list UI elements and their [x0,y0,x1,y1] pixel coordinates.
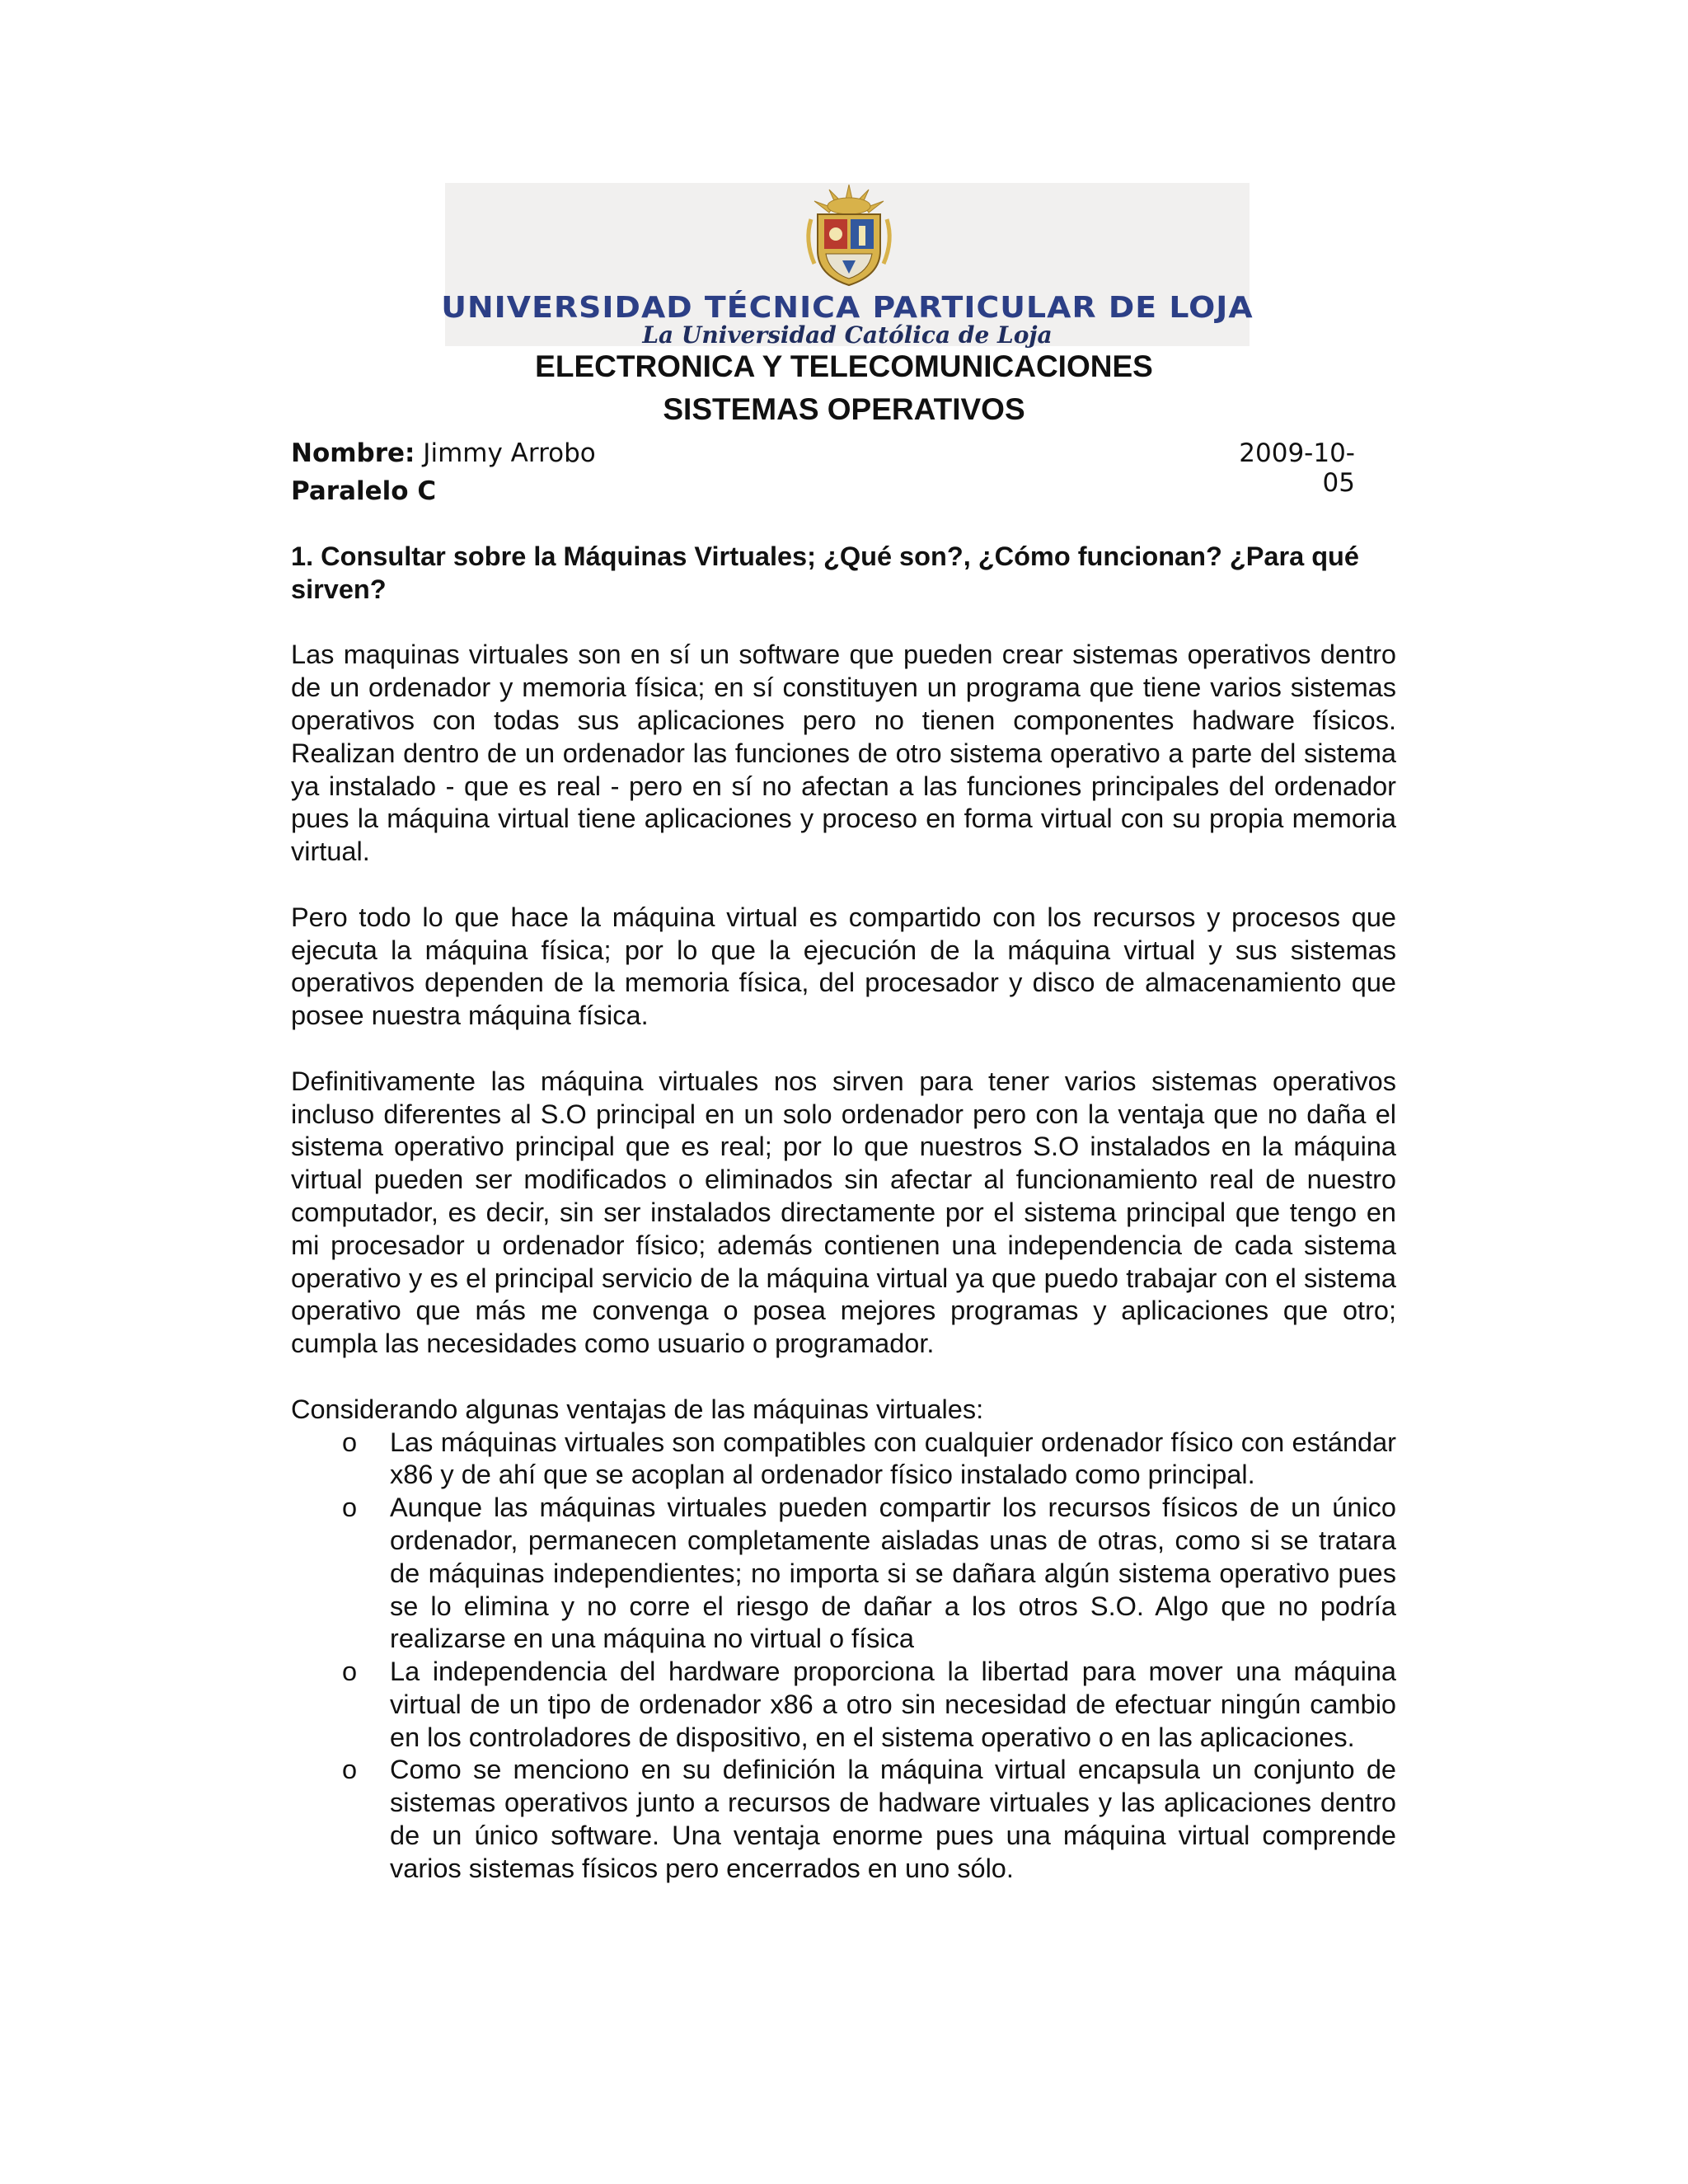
list-item-text: Aunque las máquinas virtuales pueden compartir los recursos físicos de un único ordenador, permanecen completamente aisladas unas de otras, como si se tratara de máquinas independientes; no importa si se dañara algún sistema operativo pues se lo elimina y no corre el riesgo de dañar a los otros S.O. Algo que no podría realizarse en una máquina no virtual o física [390,1493,1396,1654]
name-label: Nombre: [291,438,415,468]
advantages-list [291,1427,1396,1886]
advantages-intro: Considerando algunas ventajas de las máquinas virtuales: [291,1394,984,1424]
bullet-icon: o [342,1427,358,1457]
paragraph: Definitivamente las máquina virtuales nos sirven para tener varios sistemas operativos incluso diferentes al S.O principal en un solo ordenador pero con la ventaja que no daña el sistema operativo principal que es real; por lo que nuestros S.O instalados en la máquina virtual pueden ser modificados o eliminados sin afectar al funcionamiento real de nuestro computador, es decir, sin ser instalados directamente por el sistema principal que tengo en mi procesador u ordenador físico; además contienen una independencia de cada sistema operativo y es el principal servicio de la máquina virtual ya que puedo trabajar con el sistema operativo que más me convenga o posea mejores programas y aplicaciones que otro; cumpla las necesidades como usuario o programador. [291,1066,1396,1359]
student-name-row [291,438,596,468]
list-item [291,1754,1396,1885]
university-motto: La Universidad Católica de Loja [642,321,1053,349]
document-date: 2009-10-05 [1239,438,1355,498]
department-title: ELECTRONICA Y TELECOMUNICACIONES [535,349,1153,383]
bullet-icon: o [342,1493,358,1523]
student-name: Jimmy Arrobo [415,438,596,468]
paralelo-label: Paralelo C [291,476,437,506]
bullet-icon: o [342,1657,358,1687]
list-item [291,1492,1396,1656]
list-item [291,1656,1396,1754]
paragraph: Pero todo lo que hace la máquina virtual es compartido con los recursos y procesos que ejecuta la máquina física; por lo que la ejecución de la máquina virtual y sus sistemas operativos dependen de la memoria física, del procesador y disco de almacenamiento que posee nuestra máquina física. [291,902,1396,1031]
university-crest-icon [793,183,905,288]
university-name: UNIVERSIDAD TÉCNICA PARTICULAR DE LOJA [441,291,1254,325]
university-logo [441,183,1254,349]
paragraph: Las maquinas virtuales son en sí un software que pueden crear sistemas operativos dentro de un ordenador y memoria física; en sí constituyen un programa que tiene varios sistemas operativos con todas sus aplicaciones pero no tienen componentes hadware físicos. Realizan dentro de un ordenador las funciones de otro sistema operativo a parte del sistema ya instalado - que es real - pero en sí no afectan a las funciones principales del ordenador pues la máquina virtual tiene aplicaciones y proceso en forma virtual con su propia memoria virtual. [291,640,1396,867]
question-heading: 1. Consultar sobre la Máquinas Virtuales; ¿Qué son?, ¿Cómo funcionan? ¿Para qué sirven? [291,541,1359,604]
bullet-icon: o [342,1755,358,1785]
course-title: SISTEMAS OPERATIVOS [663,392,1025,426]
document-body [291,541,1396,1886]
list-item-text: Las máquinas virtuales son compatibles con cualquier ordenador físico con estándar x86 y de ahí que se acoplan al ordenador físico instalado como principal. [390,1427,1396,1490]
list-item [291,1427,1396,1493]
list-item-text: La independencia del hardware proporciona la libertad para mover una máquina virtual de un tipo de ordenador x86 a otro sin necesidad de efectuar ningún cambio en los controladores de dispositivo, en el sistema operativo o en las aplicaciones. [390,1657,1396,1752]
list-item-text: Como se menciono en su definición la máquina virtual encapsula un conjunto de sistemas operativos junto a recursos de hadware virtuales y las aplicaciones dentro de un único software. Una ventaja enorme pues una máquina virtual comprende varios sistemas físicos pero encerrados en uno sólo. [390,1755,1396,1883]
